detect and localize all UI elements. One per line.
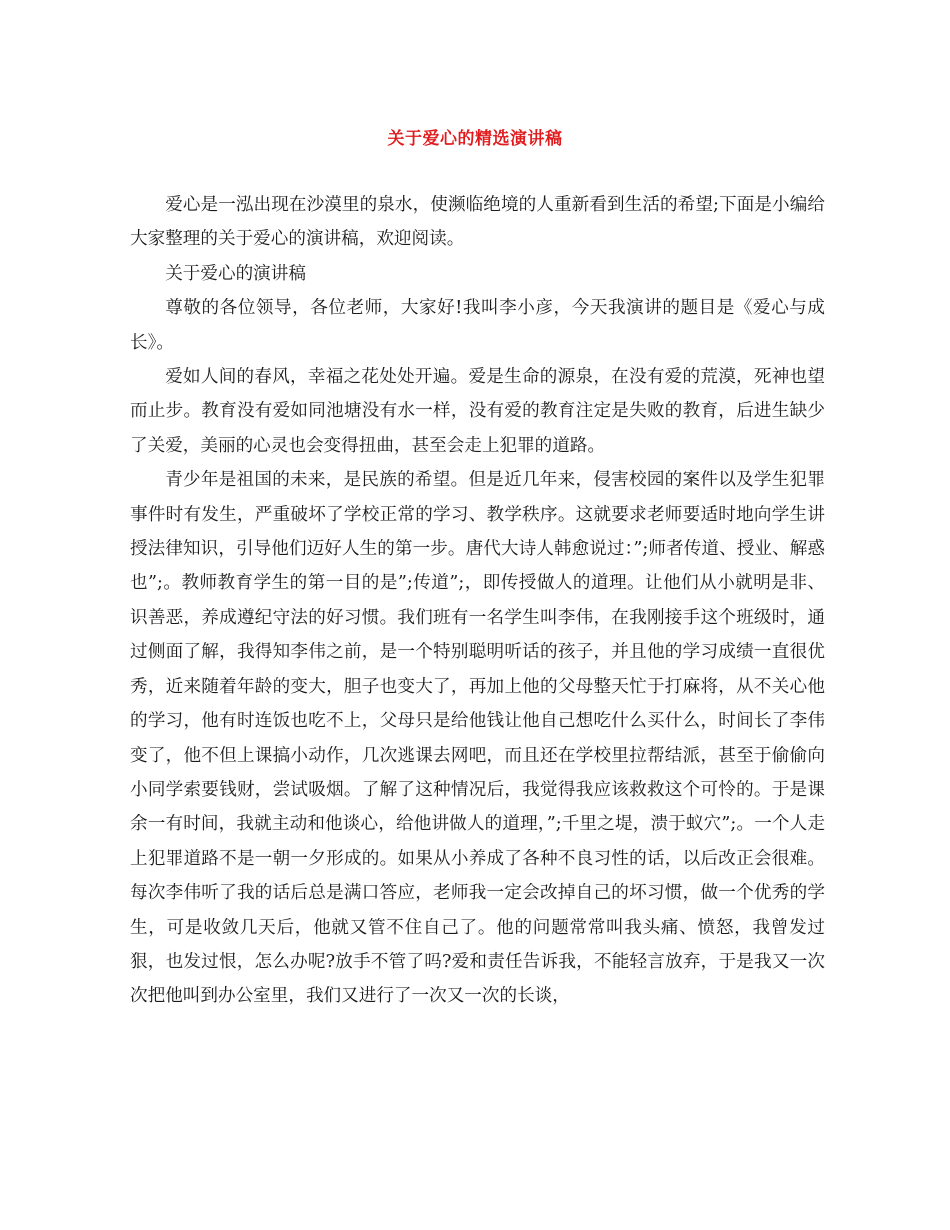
paragraph-youth-story: 青少年是祖国的未来，是民族的希望。但是近几年来，侵害校园的案件以及学生犯罪事件时有发生，严重破坏了学校正常的学习、教学秩序。这就要求老师要适时地向学生讲授法律知识，引导他们迈好人生的第一步。唐代大诗人韩愈说过：”;师者传道、授业、解惑也”;。教师教育学生的第一目的是”;传道”;，即传授做人的道理。让他们从小就明是非、识善恶，养成遵纪守法的好习惯。我们班有一名学生叫李伟，在我刚接手这个班级时，通过侧面了解，我得知李伟之前，是一个特别聪明听话的孩子，并且他的学习成绩一直很优秀，近来随着年龄的变大，胆子也变大了，再加上他的父母整天忙于打麻将，从不关心他的学习，他有时连饭也吃不上，父母只是给他钱让他自己想吃什么买什么，时间长了李伟变了，他不但上课搞小动作，几次逃课去网吧，而且还在学校里拉帮结派，甚至于偷偷向小同学索要钱财，尝试吸烟。了解了这种情况后，我觉得我应该救救这个可怜的。于是课余一有时间，我就主动和他谈心，给他讲做人的道理，”;千里之堤，溃于蚁穴”;。一个人走上犯罪道路不是一朝一夕形成的。如果从小养成了各种不良习性的话，以后改正会很难。每次李伟听了我的话后总是满口答应，老师我一定会改掉自己的坏习惯，做一个优秀的学生，可是收敛几天后，他就又管不住自己了。他的问题常常叫我头痛、愤怒，我曾发过狠，也发过恨，怎么办呢?放手不管了吗?爱和责任告诉我，不能轻言放弃，于是我又一次次把他叫到办公室里，我们又进行了一次又一次的长谈， [130,470,825,1007]
paragraph-subheading: 关于爱心的演讲稿 [165,263,306,284]
paragraph-intro: 爱心是一泓出现在沙漠里的泉水，使濒临绝境的人重新看到生活的希望;下面是小编给大家整理的关于爱心的演讲稿，欢迎阅读。 [130,195,825,250]
document-title: 关于爱心的精选演讲稿 [387,129,563,149]
paragraph-greeting: 尊敬的各位领导，各位老师，大家好!我叫李小彦，今天我演讲的题目是《爱心与成长》。 [130,298,825,353]
document-body [130,188,825,1014]
paragraph-love-spring: 爱如人间的春风，幸福之花处处开遍。爱是生命的源泉，在没有爱的荒漠，死神也望而止步。教育没有爱如同池塘没有水一样，没有爱的教育注定是失败的教育，后进生缺少了关爱，美丽的心灵也会变得扭曲，甚至会走上犯罪的道路。 [130,367,825,456]
